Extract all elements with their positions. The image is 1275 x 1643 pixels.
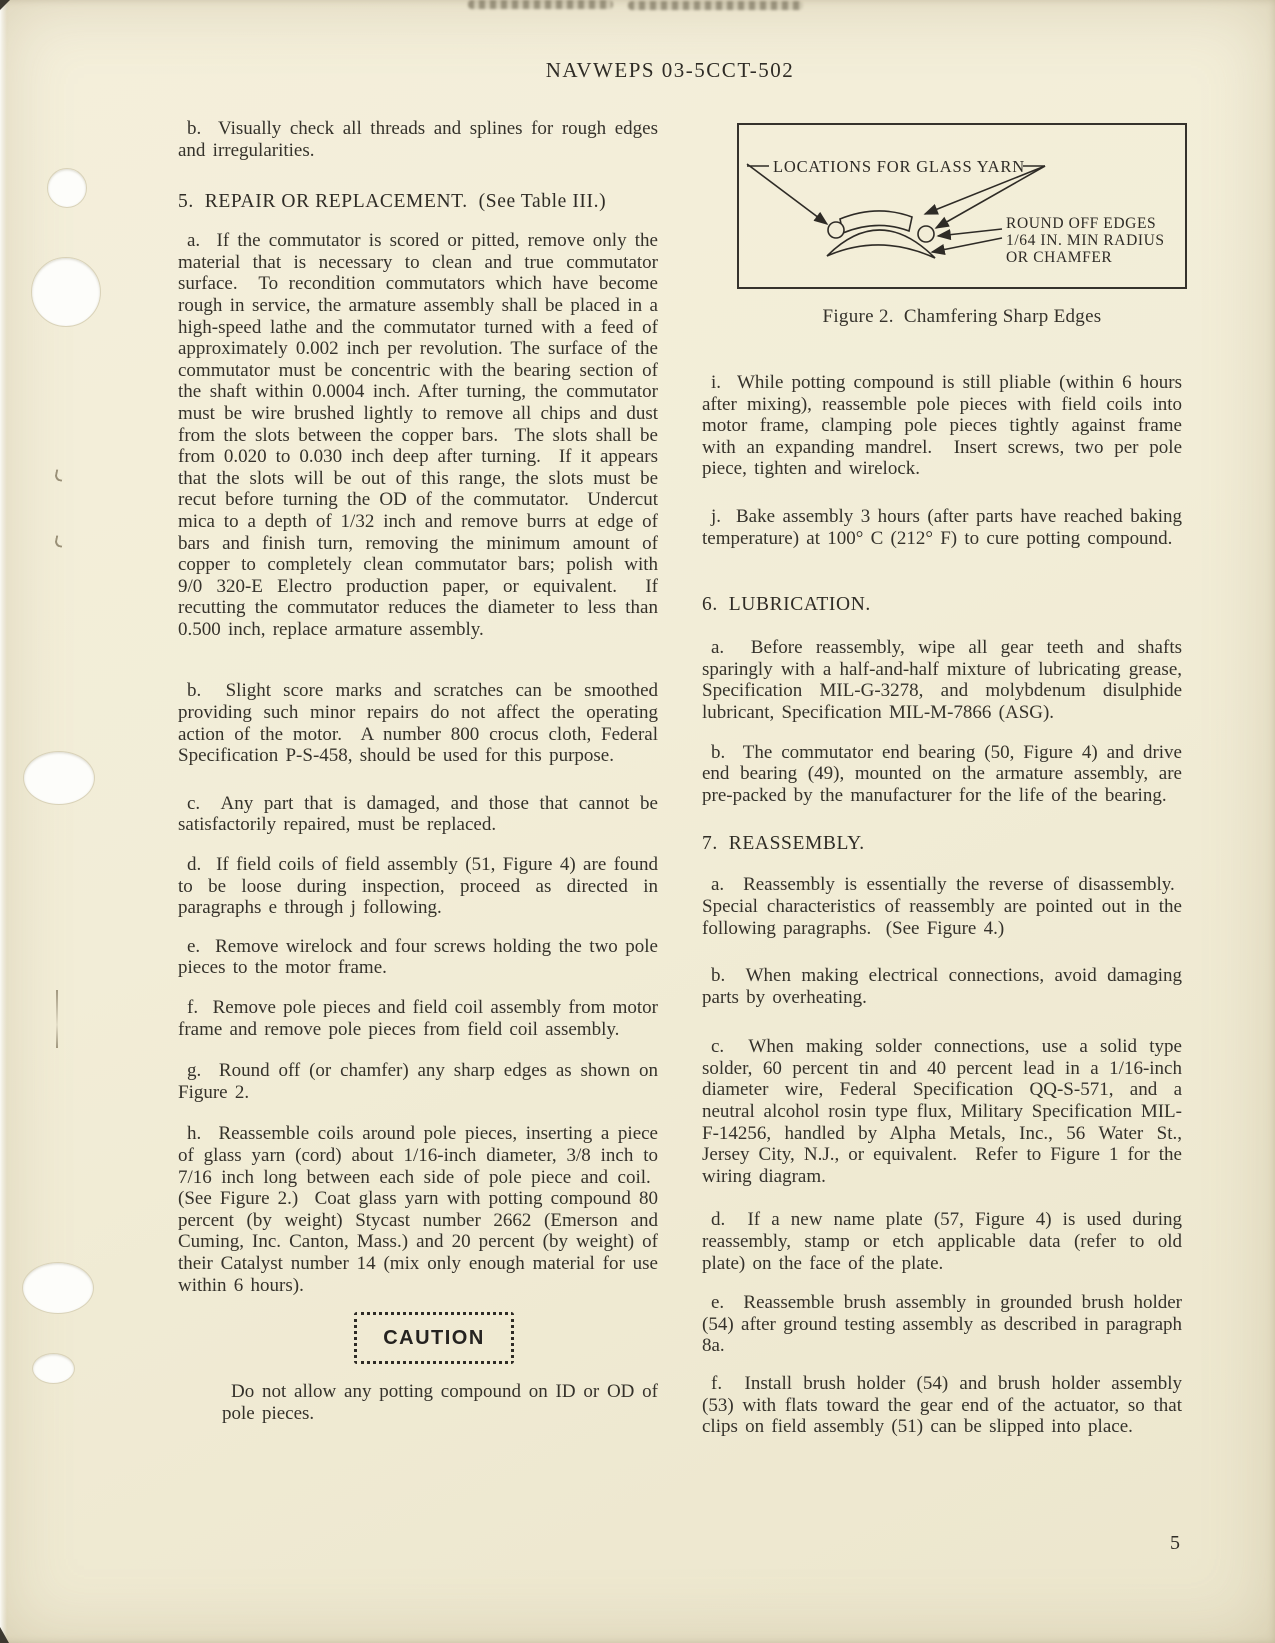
top-edge-smudge <box>628 1 803 10</box>
section6-heading: 6. LUBRICATION. <box>702 594 871 616</box>
paragraph-6b: b. The commutator end bearing (50, Figure 4) and drive end bearing (49), mounted on the armature assembly, are pre-packed by the manufacturer for the life of the bearing. <box>702 741 1182 806</box>
scratch-mark <box>54 469 64 481</box>
right-column <box>702 118 1182 1438</box>
page-number: 5 <box>1170 1532 1180 1554</box>
paragraph-5a: a. If the commutator is scored or pitted, remove only the material that is necessary to clean and true commutator surface. To recondition commutators which have become rough in service, the armature assembly shall be placed in a high-speed lathe and the commutator turned with a feed of approximately 0.002 inch per revolution. The surface of the commutator must be concentric with the bearing section of the shaft within 0.0004 inch. After turning, the commutator must be wire brushed lightly to remove all chips and dust from the slots between the copper bars. The slots shall be from 0.020 to 0.030 inch deep after turning. If it appears that the slots will be out of this range, the slots must be recut before turning the OD of the commutator. Undercut mica to a depth of 1/32 inch and remove burrs at edge of bars and finish turn, removing the minimum amount of copper to completely clean commutator bars; polish with 9/0 320-E Electro production paper, or equivalent. If recutting the commutator reduces the diameter to less than 0.500 inch, replace armature assembly. <box>178 230 658 640</box>
page-header: NAVWEPS 03-5CCT-502 <box>545 58 795 82</box>
figure2-round-label-line1: ROUND OFF EDGES <box>1006 215 1157 232</box>
paragraph-6a: a. Before reassembly, wipe all gear teeth and shafts sparingly with a half-and-half mixture of lubricating grease, Specification MIL-G-3278, and molybdenum disulphide lubricant, Specification MIL-M-7866 (ASG). <box>702 637 1182 723</box>
paragraph-7f: f. Install brush holder (54) and brush holder assembly (53) with flats toward the gear end of the actuator, so that clips on field assembly (51) can be slipped into place. <box>702 1373 1182 1438</box>
scratch-mark <box>56 990 58 1048</box>
figure2-round-label-line2: 1/64 IN. MIN RADIUS <box>1006 232 1165 249</box>
figure2-caption: Figure 2. Chamfering Sharp Edges <box>822 306 1102 327</box>
paragraph-5i: i. While potting compound is still pliable (within 6 hours after mixing), reassemble pole pieces with field coils into motor frame, clamping pole pieces tightly against frame with an expanding mandrel. Insert screws, two per pole piece, tighten and wirelock. <box>702 372 1182 480</box>
punch-hole <box>32 1353 75 1384</box>
section7-heading: 7. REASSEMBLY. <box>702 833 865 855</box>
paragraph-7b: b. When making electrical connections, avoid damaging parts by overheating. <box>702 965 1182 1008</box>
caution-box <box>354 1312 514 1364</box>
paragraph-intro-b: b. Visually check all threads and splines for rough edges and irregularities. <box>178 118 658 161</box>
svg-text:ROUND OFF EDGES 1/64 <box>1006 215 1169 266</box>
punch-hole <box>23 751 95 805</box>
scratch-mark <box>54 535 64 547</box>
caution-label: CAUTION <box>383 1327 485 1350</box>
paragraph-7e: e. Reassemble brush assembly in grounded brush holder (54) after ground testing assembly as described in paragraph 8a. <box>702 1292 1182 1357</box>
section5-heading: 5. REPAIR OR REPLACEMENT. (See Table III.) <box>178 191 607 213</box>
page-left-edge <box>0 0 7 1643</box>
figure2-yarn-label: LOCATIONS FOR GLASS YARN <box>773 157 1025 176</box>
paragraph-5d: d. If field coils of field assembly (51, Figure 4) are found to be loose during inspection, proceed as directed in paragraphs e through j following. <box>178 854 658 919</box>
figure2-diagram <box>739 125 1185 287</box>
paragraph-5e: e. Remove wirelock and four screws holding the two pole pieces to the motor frame. <box>178 935 658 979</box>
punch-hole <box>47 168 87 208</box>
paragraph-7a: a. Reassembly is essentially the reverse of disassembly. Special characteristics of reassembly are pointed out in the following paragraphs. (See Figure 4.) <box>702 874 1182 939</box>
glass-yarn-circle-right <box>918 226 934 242</box>
left-column <box>178 118 658 1424</box>
paragraph-5j: j. Bake assembly 3 hours (after parts have reached baking temperature) at 100° C (212° F) to cure potting compound. <box>702 505 1182 549</box>
figure2-round-label-line3: OR CHAMFER <box>1006 249 1113 266</box>
paragraph-7d: d. If a new name plate (57, Figure 4) is used during reassembly, stamp or etch applicable data (refer to old plate) on the face of the plate. <box>702 1209 1182 1274</box>
glass-yarn-circle-left <box>828 222 844 238</box>
arrow-to-right-notch <box>938 229 1002 236</box>
paragraph-5h: h. Reassemble coils around pole pieces, inserting a piece of glass yarn (cord) about 1/16-inch diameter, 3/8 inch to 7/16 inch long between each side of pole piece and coil. (See Figure 2.) Coat glass yarn with potting compound 80 percent (by weight) Stycast number 2662 (Emerson and Cuming, Inc. Canton, Mass.) and 20 percent (by weight) of their Catalyst number 14 (mix only enough material for use within 6 hours). <box>178 1123 658 1296</box>
paragraph-7c: c. When making solder connections, use a solid type solder, 60 percent tin and 40 percent lead in a 1/16-inch diameter wire, Federal Specification QQ-S-571, and a neutral alcohol rosin type flux, Military Specification MIL-F-14256, handled by Alpha Metals, Inc., 56 Water St., Jersey City, N.J., or equivalent. Refer to Figure 1 for the wiring diagram. <box>702 1036 1182 1187</box>
paragraph-5g: g. Round off (or chamfer) any sharp edges as shown on Figure 2. <box>178 1060 658 1103</box>
paragraph-5b: b. Slight score marks and scratches can be smoothed providing such minor repairs do not affect the operating action of the motor. A number 800 crocus cloth, Federal Specification P-S-458, should be used for this purpose. <box>178 680 658 767</box>
punch-hole <box>22 1262 94 1314</box>
top-edge-smudge <box>468 0 613 9</box>
caution-text: Do not allow any potting compound on ID or OD of pole pieces. <box>222 1381 658 1424</box>
arrow-to-bottom-tip <box>932 238 1002 252</box>
figure2-box <box>737 123 1187 289</box>
punch-hole <box>31 257 101 327</box>
paragraph-5c: c. Any part that is damaged, and those that cannot be satisfactorily repaired, must be replaced. <box>178 792 658 836</box>
paragraph-5f: f. Remove pole pieces and field coil assembly from motor frame and remove pole pieces from field coil assembly. <box>178 997 658 1040</box>
